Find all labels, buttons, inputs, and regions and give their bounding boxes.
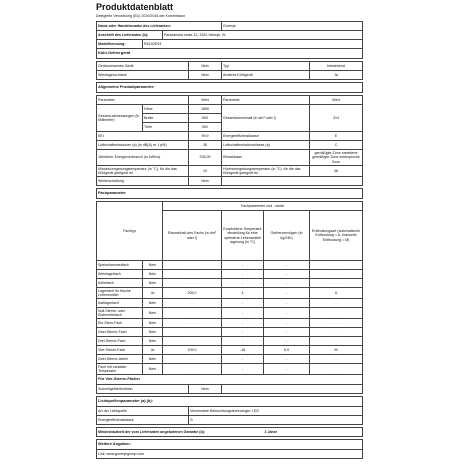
- compartment-present: Nein: [143, 319, 163, 328]
- compartment-freeze: -: [264, 364, 310, 375]
- compartment-volume: -: [163, 279, 222, 288]
- compartment-present: Nein: [143, 355, 163, 364]
- dimension-value: 592: [189, 123, 222, 132]
- compartment-temp: -: [222, 279, 264, 288]
- device-type-label: Weinlagerschrank: [97, 71, 189, 80]
- compartment-volume: -: [163, 299, 222, 308]
- device-type-label: Geräuscharmes Gerät: [97, 62, 189, 71]
- compartment-temp: -: [222, 319, 264, 328]
- compartment-name: Null-Sterne- oder Eisbereiterfach: [97, 308, 143, 319]
- device-type-value2: freistehend: [310, 62, 363, 71]
- light-type-label: Art der Lichtquelle: [97, 407, 189, 416]
- compartment-row: [97, 288, 363, 299]
- supplier-name-label: Name oder Handelsmarke des Lieferanten:: [97, 22, 222, 31]
- compartment-defrost: -: [310, 328, 363, 337]
- compartment-row: [97, 337, 363, 346]
- compartment-volume: -: [163, 270, 222, 279]
- compartment-row: [97, 319, 363, 328]
- regulation-reference: Delegierte Verordnung (EU) 2019/2016 der Kommission: [96, 14, 186, 18]
- quick-freeze-label: Schnellgefrierfunktion: [97, 385, 189, 394]
- compartment-present: Nein: [143, 328, 163, 337]
- min-temp-value: 10: [189, 166, 222, 177]
- compartment-defrost: M: [310, 346, 363, 355]
- compartment-temp: 4: [222, 288, 264, 299]
- compartment-temp: -: [222, 299, 264, 308]
- compartment-defrost: -: [310, 261, 363, 270]
- model-value: R6192ES4: [143, 40, 363, 49]
- dimension-label: Breite: [143, 114, 189, 123]
- device-type-label2: Typ: [222, 62, 310, 71]
- max-temp-value: 38: [310, 166, 363, 177]
- compartment-freeze: -: [264, 337, 310, 346]
- compartment-temp: -: [222, 355, 264, 364]
- compartment-freeze: -: [264, 299, 310, 308]
- compartment-name: Drei-Sterne-Fach: [97, 337, 143, 346]
- total-volume-label: Gesamtrauminhalt (in dm³ oder l): [222, 105, 310, 132]
- param-header-2: Parameter: [222, 96, 310, 105]
- compartment-temp: -18: [222, 346, 264, 355]
- more-info-link[interactable]: Link: www.gorenjegroup.com: [97, 450, 363, 459]
- device-type-value: Nein: [189, 71, 222, 80]
- winter-value: Nein: [189, 177, 222, 186]
- compartment-volume-header: Rauminhalt des Fachs (in dm³ oder l): [163, 211, 222, 261]
- compartment-present: Nein: [143, 337, 163, 346]
- compartment-freeze: -: [264, 319, 310, 328]
- compartment-type-header: Fachtyp: [97, 202, 163, 261]
- compartment-name: Kaltlagerfach: [97, 299, 143, 308]
- compartment-present: Nein: [143, 261, 163, 270]
- compartment-name: Zwei-Sterne-Abteil: [97, 355, 143, 364]
- compartment-volume: -: [163, 319, 222, 328]
- compartment-present: Nein: [143, 270, 163, 279]
- compartment-volume: -: [163, 364, 222, 375]
- data-sheet-table: [96, 21, 363, 459]
- dimension-value: 1850: [189, 105, 222, 114]
- noise-class-value: C: [310, 141, 363, 150]
- compartment-row: [97, 328, 363, 337]
- compartment-freeze: -: [264, 270, 310, 279]
- dimensions-label: Gesamt-abmessungen (in Millimeter): [97, 105, 143, 132]
- energy-class-value: E: [310, 132, 363, 141]
- section-light: Lichtquellenparameter (a) (b):: [97, 397, 363, 407]
- supplier-address-value: Partizanska cesta 12, 3320 Velenje, SI: [163, 31, 363, 40]
- page-title: Produktdatenblatt: [96, 2, 174, 12]
- compartment-volume: -: [163, 261, 222, 270]
- compartment-row: [97, 355, 363, 364]
- compartment-temp: -: [222, 261, 264, 270]
- device-type-label2: Anderes Kühlgerät: [222, 71, 310, 80]
- dimension-value: 600: [189, 114, 222, 123]
- section-general: Allgemeine Produktparameter:: [97, 83, 363, 93]
- compartment-defrost: -: [310, 355, 363, 364]
- compartment-defrost-header: Entfrostungsart (automatische Entfrostung = A, manuelle Entfrostung = M): [310, 211, 363, 261]
- compartment-freeze: -: [264, 355, 310, 364]
- compartment-freeze: -: [264, 308, 310, 319]
- consumption-value: 235,00: [189, 150, 222, 166]
- compartment-temp: -: [222, 308, 264, 319]
- supplier-address-label: Anschrift des Lieferanten (b):: [97, 31, 163, 40]
- compartment-present: Ja: [143, 288, 163, 299]
- section-compartments: Fachparameter: [97, 189, 363, 199]
- warranty-value: 2 Jahre: [264, 428, 363, 437]
- compartment-name: Weinlagerfach: [97, 270, 143, 279]
- compartment-defrost: -: [310, 270, 363, 279]
- compartment-group-header: Fachparameter und - werte: [163, 202, 363, 211]
- consumption-label: Jährlicher Energieverbrauch (in kWh/a): [97, 150, 189, 166]
- quick-freeze-value: Nein: [189, 385, 222, 394]
- compartment-freeze: -: [264, 288, 310, 299]
- warranty-label: Mindestlaufzeit der vom Lieferanten angebotenen Garantie (b):: [97, 428, 264, 437]
- noise-class-label: Luftschallemissionsklasse (a): [222, 141, 310, 150]
- compartment-row: [97, 308, 363, 319]
- compartment-volume: -: [163, 337, 222, 346]
- min-temp-label: Mindestumgebungstemperatur (in °C), für die das Kühlgerät geeignet ist: [97, 166, 189, 177]
- model-label: Modellkennung:: [97, 40, 143, 49]
- compartment-row: [97, 270, 363, 279]
- compartment-defrost: -: [310, 337, 363, 346]
- product-data-sheet: [96, 2, 362, 460]
- supplier-name-value: Gorenje: [222, 22, 363, 31]
- energy-class-label: Energieeffizienzklasse: [222, 132, 310, 141]
- compartment-volume: -: [163, 328, 222, 337]
- compartment-defrost: -: [310, 299, 363, 308]
- dimension-label: Höhe: [143, 105, 189, 114]
- compartment-name: Vier-Sterne-Fach: [97, 346, 143, 355]
- compartment-name: Ein-Stern-Fach: [97, 319, 143, 328]
- compartment-row: [97, 299, 363, 308]
- light-class-label: Energieeffizienzklasse: [97, 416, 189, 425]
- compartment-defrost: A: [310, 288, 363, 299]
- compartment-defrost: -: [310, 364, 363, 375]
- compartment-name: Speisekammerfach: [97, 261, 143, 270]
- noise-value: 38: [189, 141, 222, 150]
- compartment-name: Zwei-Sterne-Fach: [97, 328, 143, 337]
- compartment-freeze-header: Gefriervermögen (in kg/24h): [264, 211, 310, 261]
- noise-label: Luftschallemissionen (a) (in dB(A) re 1 pW): [97, 141, 189, 150]
- value-header: Wert: [189, 96, 222, 105]
- compartment-volume: 205,0: [163, 288, 222, 299]
- max-temp-label: Höchstumgebungstemperatur (in °C), für die das Kühlgerät geeignet ist: [222, 166, 310, 177]
- compartment-temp: -: [222, 364, 264, 375]
- compartment-present: Nein: [143, 364, 163, 375]
- section-cooling: Kühl-Gefriergerät: [97, 49, 363, 59]
- device-type-row: [97, 62, 363, 71]
- device-type-row: [97, 71, 363, 80]
- compartment-freeze: -: [264, 328, 310, 337]
- compartment-present: Nein: [143, 308, 163, 319]
- compartment-row: [97, 364, 363, 375]
- climate-value: gemäßigte Zone erweiterte gemäßigte Zone subtropische Zone: [310, 150, 363, 166]
- compartment-present: Ja: [143, 346, 163, 355]
- eei-value: 99,9: [189, 132, 222, 141]
- compartment-name: Fach mit variabler Temperatur: [97, 364, 143, 375]
- section-four-star: Für Vier-Sterne-Fächer: [97, 375, 363, 385]
- compartment-name: Lagerfach für frische Lebensmittel: [97, 288, 143, 299]
- compartment-present: Nein: [143, 299, 163, 308]
- climate-label: Klimaklasse: [222, 150, 310, 166]
- compartment-temp: -: [222, 337, 264, 346]
- compartment-volume: 109,0: [163, 346, 222, 355]
- dimension-label: Tiefe: [143, 123, 189, 132]
- compartment-freeze: 6,9: [264, 346, 310, 355]
- light-class-value: G: [189, 416, 363, 425]
- compartment-volume: -: [163, 355, 222, 364]
- compartment-row: [97, 261, 363, 270]
- value-header-2: Wert: [310, 96, 363, 105]
- compartment-defrost: -: [310, 319, 363, 328]
- compartment-present: Nein: [143, 279, 163, 288]
- compartment-temp: -: [222, 270, 264, 279]
- more-info-label: Weitere Angaben:: [97, 440, 363, 450]
- compartment-defrost: -: [310, 308, 363, 319]
- device-type-value: Nein: [189, 62, 222, 71]
- winter-label: Winterschaltung: [97, 177, 189, 186]
- device-type-value2: Ja: [310, 71, 363, 80]
- compartment-name: Kellerfach: [97, 279, 143, 288]
- compartment-row: [97, 279, 363, 288]
- total-volume-value: 314: [310, 105, 363, 132]
- compartment-freeze: -: [264, 279, 310, 288]
- compartment-temp: -: [222, 328, 264, 337]
- compartment-defrost: -: [310, 279, 363, 288]
- compartment-volume: -: [163, 308, 222, 319]
- param-header: Parameter: [97, 96, 189, 105]
- light-type-value: Verwendete Beleuchtungstechnologie: LED: [189, 407, 363, 416]
- eei-label: EEI: [97, 132, 189, 141]
- compartment-freeze: -: [264, 261, 310, 270]
- compartment-temp-header: Empfohlene Temperatur einstellung für eine optimierte Lebensmittel lagerung (in °C): [222, 211, 264, 261]
- compartment-row: [97, 346, 363, 355]
